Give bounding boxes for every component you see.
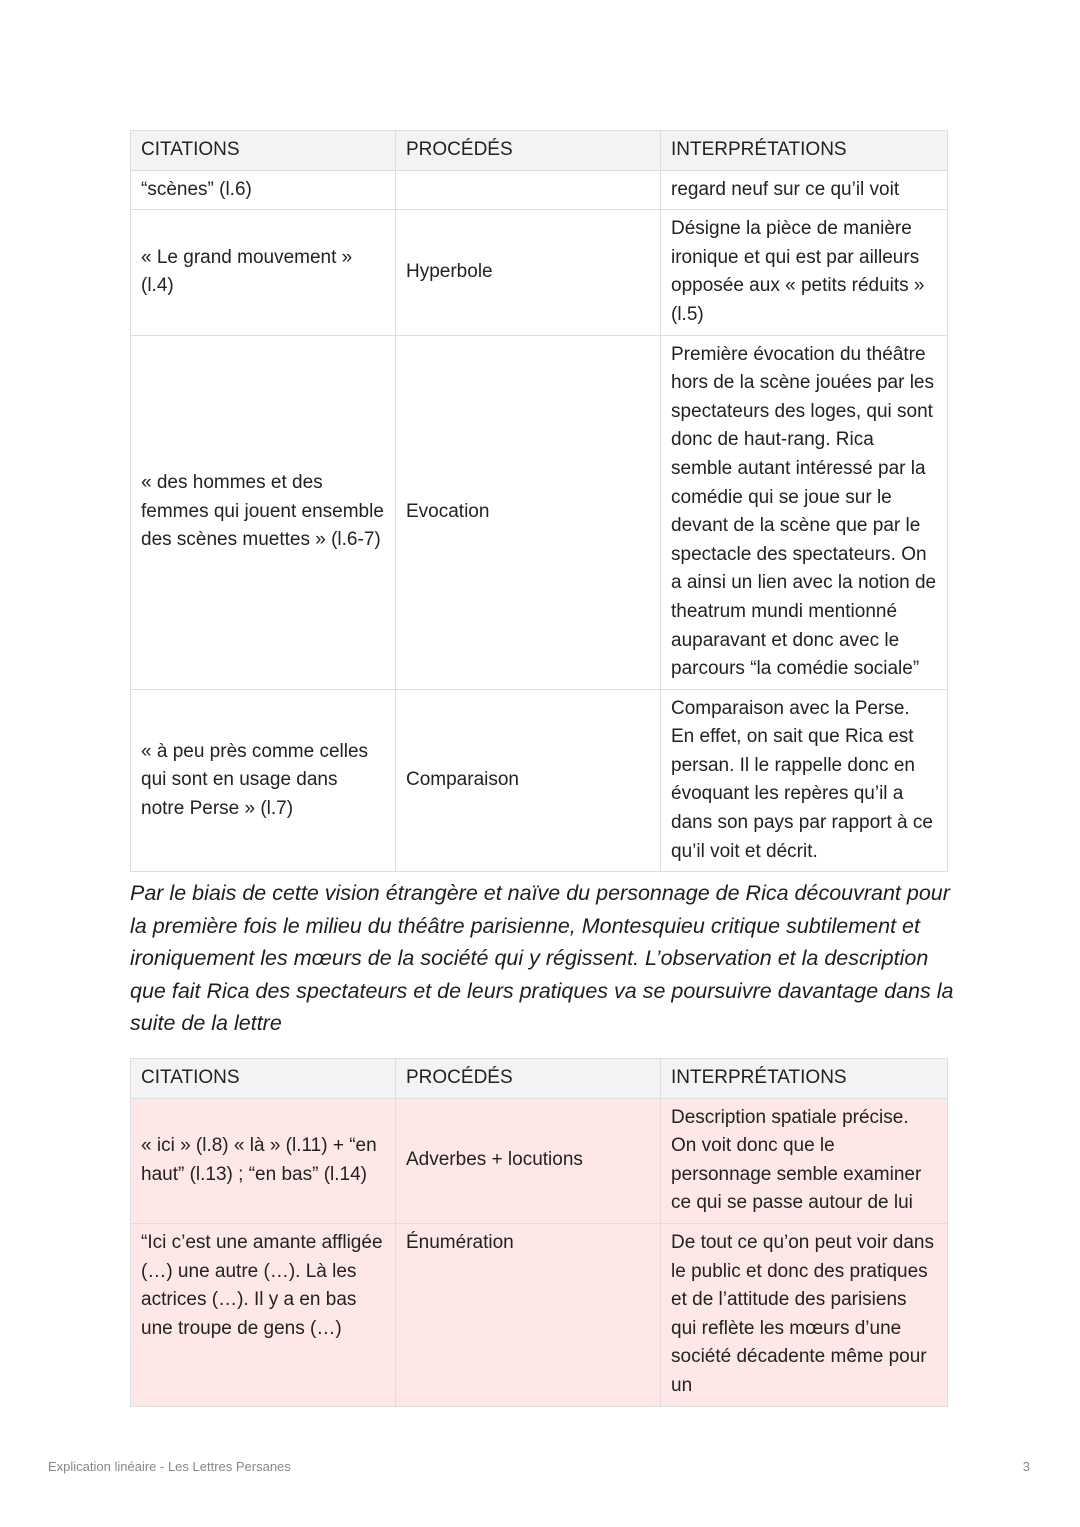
footer-page-number: 3 [1022, 1459, 1030, 1474]
interpretation-cell: regard neuf sur ce qu’il voit [661, 170, 948, 210]
table-row [131, 689, 948, 872]
header-procedes: PROCÉDÉS [396, 1059, 661, 1099]
analysis-table-1 [130, 130, 948, 872]
citation-cell: « Le grand mouvement » (l.4) [131, 210, 396, 335]
procede-cell: Adverbes + locutions [396, 1098, 661, 1223]
citation-cell: “Ici c’est une amante affligée (…) une autre (…). Là les actrices (…). Il y a en bas une troupe de gens (…) [131, 1223, 396, 1406]
citation-cell: « ici » (l.8) « là » (l.11) + “en haut” (l.13) ; “en bas” (l.14) [131, 1098, 396, 1223]
footer-document-title: Explication linéaire - Les Lettres Persanes [48, 1459, 291, 1474]
procede-cell: Evocation [396, 335, 661, 689]
table-row [131, 210, 948, 335]
table-row [131, 335, 948, 689]
table-header-row [131, 131, 948, 171]
interpretation-cell: Désigne la pièce de manière ironique et qui est par ailleurs opposée aux « petits réduits » (l.5) [661, 210, 948, 335]
interpretation-cell: Description spatiale précise. On voit donc que le personnage semble examiner ce qui se passe autour de lui [661, 1098, 948, 1223]
interpretation-cell: Comparaison avec la Perse. En effet, on sait que Rica est persan. Il le rappelle donc en évoquant les repères qu’il a dans son pays par rapport à ce qu’il voit et décrit. [661, 689, 948, 872]
procede-cell [396, 170, 661, 210]
procede-cell: Comparaison [396, 689, 661, 872]
interpretation-cell: De tout ce qu’on peut voir dans le public et donc des pratiques et de l’attitude des parisiens qui reflète les mœurs d’une société décadente même pour un [661, 1223, 948, 1406]
table-row [131, 170, 948, 210]
analysis-table-2 [130, 1058, 948, 1407]
header-citations: CITATIONS [131, 131, 396, 171]
interpretation-cell: Première évocation du théâtre hors de la scène jouées par les spectateurs des loges, qui sont donc de haut-rang. Rica semble autant intéressé par la comédie qui se joue sur le devant de la scène que par le spectacle des spectateurs. On a ainsi un lien avec la notion de theatrum mundi mentionné auparavant et donc avec le parcours “la comédie sociale” [661, 335, 948, 689]
table-row [131, 1223, 948, 1406]
header-interpretations: INTERPRÉTATIONS [661, 1059, 948, 1099]
table-header-row [131, 1059, 948, 1099]
citation-cell: « des hommes et des femmes qui jouent ensemble des scènes muettes » (l.6-7) [131, 335, 396, 689]
header-interpretations: INTERPRÉTATIONS [661, 131, 948, 171]
header-citations: CITATIONS [131, 1059, 396, 1099]
citation-cell: “scènes” (l.6) [131, 170, 396, 210]
header-procedes: PROCÉDÉS [396, 131, 661, 171]
table-row [131, 1098, 948, 1223]
citation-cell: « à peu près comme celles qui sont en usage dans notre Perse » (l.7) [131, 689, 396, 872]
procede-cell: Énumération [396, 1223, 661, 1406]
transition-paragraph: Par le biais de cette vision étrangère et naïve du personnage de Rica découvrant pour la première fois le milieu du théâtre parisienne, Montesquieu critique subtilement et ironiquement les mœurs de la société qui y régissent. L’observation et la description que fait Rica des spectateurs et de leurs pratiques va se poursuivre davantage dans la suite de la lettre [130, 881, 954, 1036]
procede-cell: Hyperbole [396, 210, 661, 335]
